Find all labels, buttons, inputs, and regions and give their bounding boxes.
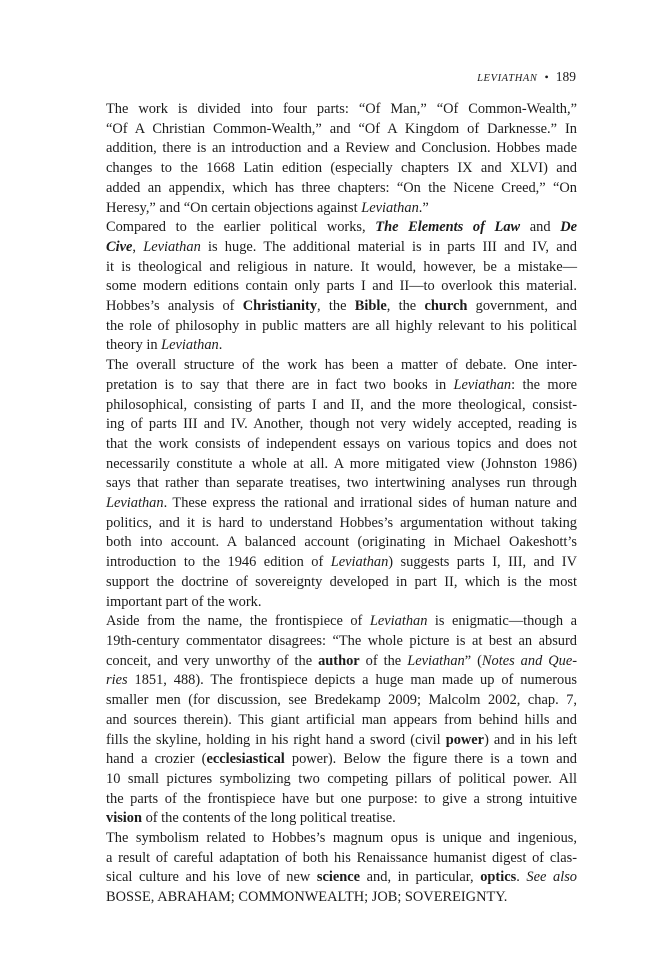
text-line	[82, 258, 577, 278]
bullet-separator-icon: •	[544, 70, 549, 84]
text-line	[82, 494, 577, 514]
emphasized-term: De	[560, 219, 577, 236]
text-line	[82, 238, 577, 258]
text-line	[82, 829, 577, 849]
emphasized-term: Leviathan	[143, 238, 201, 255]
text-line	[82, 218, 577, 238]
text-line	[82, 770, 577, 790]
text-line	[82, 533, 577, 553]
text-segment: government, and	[467, 298, 578, 315]
text-line	[82, 750, 577, 770]
text-line	[82, 317, 577, 337]
text-segment: .”	[418, 199, 429, 216]
text-line	[82, 159, 577, 179]
text-segment: The overall structure of the work has been a matter of debate. One inter-	[106, 357, 577, 374]
emphasized-term: power	[445, 731, 485, 748]
text-segment: “Of A Christian Common-Wealth,” and “Of A Kingdom of Darknesse.” In	[106, 120, 577, 137]
text-line	[82, 396, 577, 416]
text-segment: Heresy,” and “On certain objections against	[106, 199, 362, 216]
text-line	[82, 199, 577, 219]
emphasized-term: The Elements of Law	[375, 219, 521, 236]
paragraph	[82, 612, 577, 829]
text-segment: The symbolism related to Hobbes’s magnum opus is unique and ingenious,	[106, 830, 577, 847]
paragraph	[82, 829, 577, 908]
emphasized-term: Leviathan	[453, 376, 512, 393]
text-segment: The work is divided into four parts: “Of Man,” “Of Common-Wealth,”	[106, 101, 577, 117]
text-line	[82, 691, 577, 711]
text-line	[82, 514, 577, 534]
emphasized-term: Cive	[106, 238, 133, 255]
text-line	[82, 652, 577, 672]
text-segment: Aside from the name, the frontispiece of	[106, 613, 370, 630]
text-segment: pretation is to say that there are in fact two books in	[106, 376, 454, 393]
text-segment: and sources therein). This giant artificial man appears from behind hills and	[106, 711, 577, 728]
text-line	[82, 139, 577, 159]
emphasized-term: Leviathan	[330, 554, 389, 571]
text-line	[82, 120, 577, 140]
running-head	[477, 69, 576, 87]
text-segment: addition, there is an introduction and a Review and Conclusion. Hobbes made	[106, 140, 577, 157]
text-segment: the parts of the frontispiece have but one purpose: to give a strong intuitive	[106, 790, 577, 807]
emphasized-term: optics	[480, 869, 517, 886]
text-segment: and	[520, 219, 561, 236]
text-segment: : the more	[511, 376, 578, 393]
text-segment: ,	[132, 238, 144, 255]
emphasized-term: See also	[526, 869, 577, 886]
text-segment: ) and in his left	[484, 731, 577, 748]
emphasized-term: Notes and Que-	[481, 652, 578, 669]
text-segment: the role of philosophy in public matters are all highly relevant to his political	[106, 317, 577, 334]
text-segment: that the work consists of independent essays on various topics and does not	[106, 435, 577, 452]
emphasized-term: church	[424, 298, 468, 315]
text-line	[82, 888, 577, 908]
page-number: 189	[555, 69, 576, 84]
text-segment: Hobbes’s analysis of	[106, 298, 243, 315]
text-segment: introduction to the 1946 edition of	[106, 554, 331, 571]
text-line	[82, 553, 577, 573]
paragraph	[82, 218, 577, 356]
text-segment: ing of parts III and IV. Another, though not very widely accepted, reading is	[106, 416, 577, 433]
text-segment: politics, and it is hard to understand Hobbes’s argumentation without taking	[106, 514, 577, 531]
body-text	[82, 100, 577, 908]
text-segment: .	[218, 337, 223, 354]
text-segment: some modern editions contain only parts I and II—to overlook this material.	[106, 278, 577, 295]
text-segment: .	[516, 869, 527, 886]
emphasized-term: Christianity	[242, 298, 318, 315]
text-line	[82, 297, 577, 317]
text-segment: , the	[317, 298, 355, 315]
text-line	[82, 790, 577, 810]
emphasized-term: author	[318, 652, 360, 669]
text-line	[82, 809, 577, 829]
emphasized-term: Leviathan	[106, 495, 164, 512]
emphasized-term: vision	[106, 810, 142, 827]
running-head-title: LEVIATHAN	[477, 73, 538, 84]
text-line	[82, 573, 577, 593]
text-segment: added an appendix, which has three chapters: “On the Nicene Creed,” “On	[106, 179, 577, 196]
emphasized-term: Bible	[354, 298, 387, 315]
text-line	[82, 868, 577, 888]
text-segment: ) suggests parts I, III, and IV	[388, 554, 577, 571]
emphasized-term: science	[316, 869, 361, 886]
text-segment: conceit, and very unworthy of the	[106, 652, 319, 669]
text-line	[82, 179, 577, 199]
text-segment: a result of careful adaptation of both his Renaissance humanist digest of clas-	[106, 849, 577, 866]
text-segment: fills the skyline, holding in his right hand a sword (civil	[106, 731, 446, 748]
text-line	[82, 435, 577, 455]
text-line	[82, 671, 577, 691]
text-line	[82, 100, 577, 120]
emphasized-term: Leviathan	[369, 613, 428, 630]
text-segment: both into account. A balanced account (originating in Michael Oakeshott’s	[106, 534, 577, 551]
text-segment: hand a crozier (	[106, 751, 207, 768]
paragraph	[82, 356, 577, 612]
text-line	[82, 612, 577, 632]
text-line	[82, 415, 577, 435]
text-line	[82, 731, 577, 751]
emphasized-term: ecclesiastical	[206, 751, 285, 768]
text-segment: of the	[359, 652, 408, 669]
text-segment: philosophical, consisting of parts I and II, and the more theological, consist-	[106, 396, 577, 413]
text-segment: 10 small pictures symbolizing two competing pillars of political power. All	[106, 770, 577, 787]
text-line	[82, 474, 577, 494]
text-line	[82, 455, 577, 475]
text-segment: theory in	[106, 337, 162, 354]
text-line	[82, 336, 577, 356]
text-segment: . These express the rational and irrational sides of human nature and	[163, 495, 577, 512]
text-line	[82, 277, 577, 297]
text-segment: necessarily constitute a whole at all. A more mitigated view (Johnston 1986)	[106, 455, 577, 472]
text-segment: it is theological and religious in nature. It would, however, be a mistake—	[106, 258, 577, 275]
text-segment: is huge. The additional material is in parts III and IV, and	[200, 238, 577, 255]
text-line	[82, 376, 577, 396]
text-segment: Compared to the earlier political works,	[106, 219, 376, 236]
text-segment: says that rather than separate treatises, two intertwining analyses run through	[106, 475, 577, 492]
text-line	[82, 632, 577, 652]
text-line	[82, 593, 577, 613]
text-line	[82, 711, 577, 731]
text-line	[82, 356, 577, 376]
text-segment: of the contents of the long political treatise.	[142, 810, 396, 827]
text-segment: sical culture and his love of new	[106, 869, 317, 886]
text-segment: 1851, 488). The frontispiece depicts a huge man made up of numerous	[127, 672, 577, 689]
emphasized-term: Leviathan	[407, 652, 465, 669]
text-segment: , the	[386, 298, 425, 315]
text-segment: BOSSE, ABRAHAM; COMMONWEALTH; JOB; SOVEREIGNTY.	[106, 889, 508, 906]
text-segment: 19th-century commentator disagrees: “The whole picture is at best an absurd	[106, 632, 577, 649]
emphasized-term: Leviathan	[161, 337, 219, 354]
emphasized-term: Leviathan	[361, 199, 419, 216]
text-line	[82, 849, 577, 869]
text-segment: is enigmatic—though a	[427, 613, 577, 630]
text-segment: power). Below the figure there is a town and	[284, 751, 577, 768]
text-segment: support the doctrine of sovereignty developed in part II, which is the most	[106, 573, 577, 590]
paragraph	[82, 100, 577, 218]
text-segment: important part of the work.	[106, 593, 262, 610]
text-segment: changes to the 1668 Latin edition (especially chapters IX and XLVI) and	[106, 160, 577, 177]
emphasized-term: ries	[106, 672, 128, 689]
text-segment: and, in particular,	[360, 869, 481, 886]
text-segment: smaller men (for discussion, see Bredekamp 2009; Malcolm 2002, chap. 7,	[106, 692, 577, 709]
text-segment: ” (	[464, 652, 482, 669]
